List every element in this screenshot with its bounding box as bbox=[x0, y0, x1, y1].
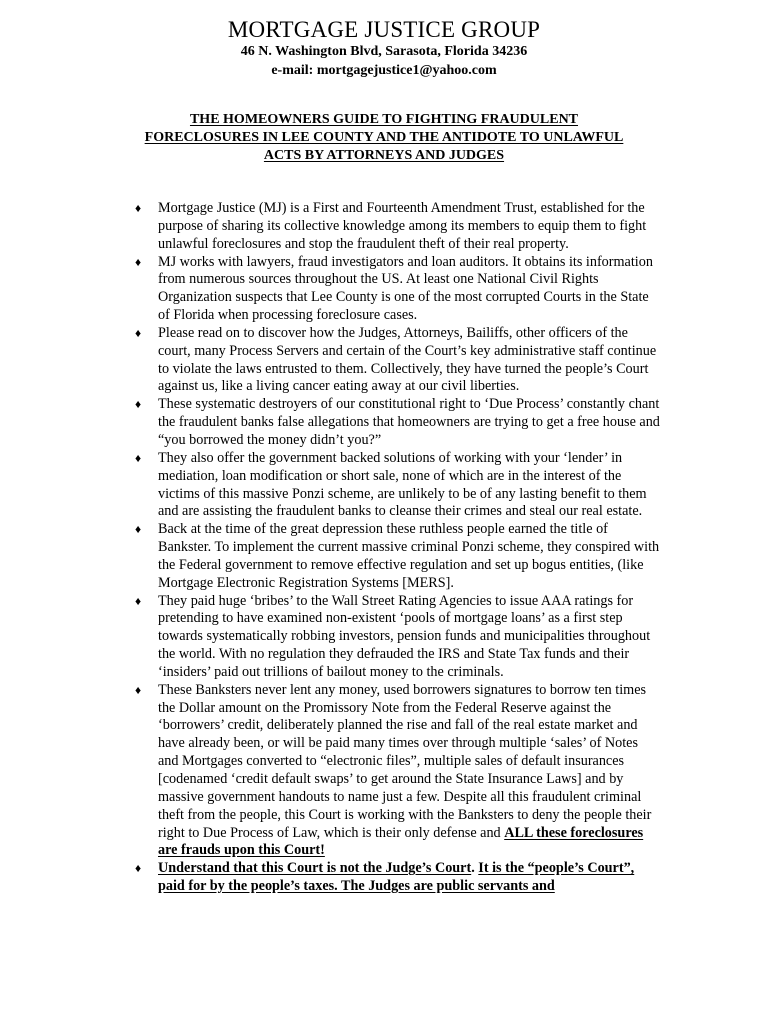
bullet-text: These Banksters never lent any money, used borrowers signatures to borrow ten times the Dollar amount on the Promissory Note from the Federal Reserve against the ‘borrowers’ credit, deliberately planned the rise and fall of the real estate market and have already been, or will be paid many times over through multiple ‘sales’ of Notes and Mortgages converted to “electronic files”, multiple sales of default insurances [codenamed ‘credit default swaps’ to get around the State Insurance Laws] and by massive government handouts to name just a few. Despite all this fraudulent criminal theft from the people, this Court is working with the Banksters to deny the people their right to Due Process of Law, which is their only defense and bbox=[158, 681, 652, 841]
bullet-text: Mortgage Justice (MJ) is a First and Fourteenth Amendment Trust, established for the purpose of sharing its collective knowledge among its members to equip them to fight unlawful foreclosures and stop the fraudulent theft of their real property. bbox=[158, 200, 647, 252]
title-line-2: FORECLOSURES IN LEE COUNTY AND THE ANTIDOTE TO UNLAWFUL bbox=[144, 130, 624, 145]
bullet-text: They paid huge ‘bribes’ to the Wall Street Rating Agencies to issue AAA ratings for pretending to have examined non-existent ‘pools of mortgage loans’ as a first step towards systematically robbing investors, pension funds and municipalities throughout the world. With no regulation they defrauded the IRS and State Tax funds and their ‘insiders’ paid out trillions of bailout money to the criminals. bbox=[158, 592, 651, 680]
bullet-emphasis-2: It is the “people’s Court”, paid for by the people’s taxes. The Judges are public servants and bbox=[158, 860, 635, 895]
bullet-text: MJ works with lawyers, fraud investigators and loan auditors. It obtains its information from numerous sources throughout the US. At least one National Civil Rights Organization suspects that Lee County is one of the most corrupted Courts in the State of Florida when processing foreclosure cases. bbox=[158, 253, 653, 324]
bullet-text: Back at the time of the great depression these ruthless people earned the title of Bankster. To implement the current massive criminal Ponzi scheme, they conspired with the Federal government to remove effective regulation and set up bogus entities, (like Mortgage Electronic Registration Systems [MERS]. bbox=[158, 521, 660, 591]
bullet-item bbox=[135, 396, 660, 450]
organization-address: 46 N. Washington Blvd, Sarasota, Florida 34236 bbox=[240, 44, 528, 59]
diamond-bullet-icon: ♦ bbox=[135, 682, 142, 697]
title-line-1: THE HOMEOWNERS GUIDE TO FIGHTING FRAUDULENT bbox=[189, 112, 579, 127]
bullet-text: These systematic destroyers of our constitutional right to ‘Due Process’ constantly chant the fraudulent banks false allegations that homeowners are trying to get a free house and “you borrowed the money didn’t you?” bbox=[158, 396, 660, 448]
title-line-3: ACTS BY ATTORNEYS AND JUDGES bbox=[263, 148, 505, 163]
bullet-item bbox=[135, 449, 660, 521]
bullet-text: They also offer the government backed solutions of working with your ‘lender’ in mediation, loan modification or short sale, none of which are in the interest of the victims of this massive Ponzi scheme, are unlikely to be of any lasting benefit to them and are assisting the fraudulent banks to cleanse their crimes and steal our real estate. bbox=[158, 449, 647, 520]
diamond-bullet-icon: ♦ bbox=[135, 325, 142, 340]
diamond-bullet-icon: ♦ bbox=[135, 450, 142, 465]
bullet-item bbox=[135, 521, 660, 592]
bullet-emphasis: ALL these foreclosures are frauds upon this Court! bbox=[158, 824, 644, 859]
diamond-bullet-icon: ♦ bbox=[135, 861, 142, 876]
diamond-bullet-icon: ♦ bbox=[135, 254, 142, 269]
bullet-text: Please read on to discover how the Judges, Attorneys, Bailiffs, other officers of the court, many Process Servers and certain of the Court’s key administrative staff continue to violate the laws entrusted to them. Collectively, they have turned the people’s Court against us, like a living cancer eating away at our civil liberties. bbox=[158, 324, 657, 395]
bullet-list bbox=[135, 200, 660, 896]
diamond-bullet-icon: ♦ bbox=[135, 522, 142, 537]
organization-email: e-mail: mortgagejustice1@yahoo.com bbox=[271, 63, 497, 78]
bullet-item bbox=[135, 200, 660, 254]
organization-name: MORTGAGE JUSTICE GROUP bbox=[227, 17, 541, 42]
diamond-bullet-icon: ♦ bbox=[135, 593, 142, 608]
bullet-text: . bbox=[471, 860, 479, 877]
bullet-item bbox=[135, 860, 660, 896]
bullet-item bbox=[135, 253, 660, 325]
document-title bbox=[100, 111, 668, 165]
diamond-bullet-icon: ♦ bbox=[135, 397, 142, 412]
bullet-item bbox=[135, 681, 660, 860]
diamond-bullet-icon: ♦ bbox=[135, 201, 142, 215]
bullet-emphasis: Understand that this Court is not the Judge’s Court bbox=[158, 860, 472, 877]
bullet-item bbox=[135, 592, 660, 682]
bullet-item bbox=[135, 324, 660, 396]
